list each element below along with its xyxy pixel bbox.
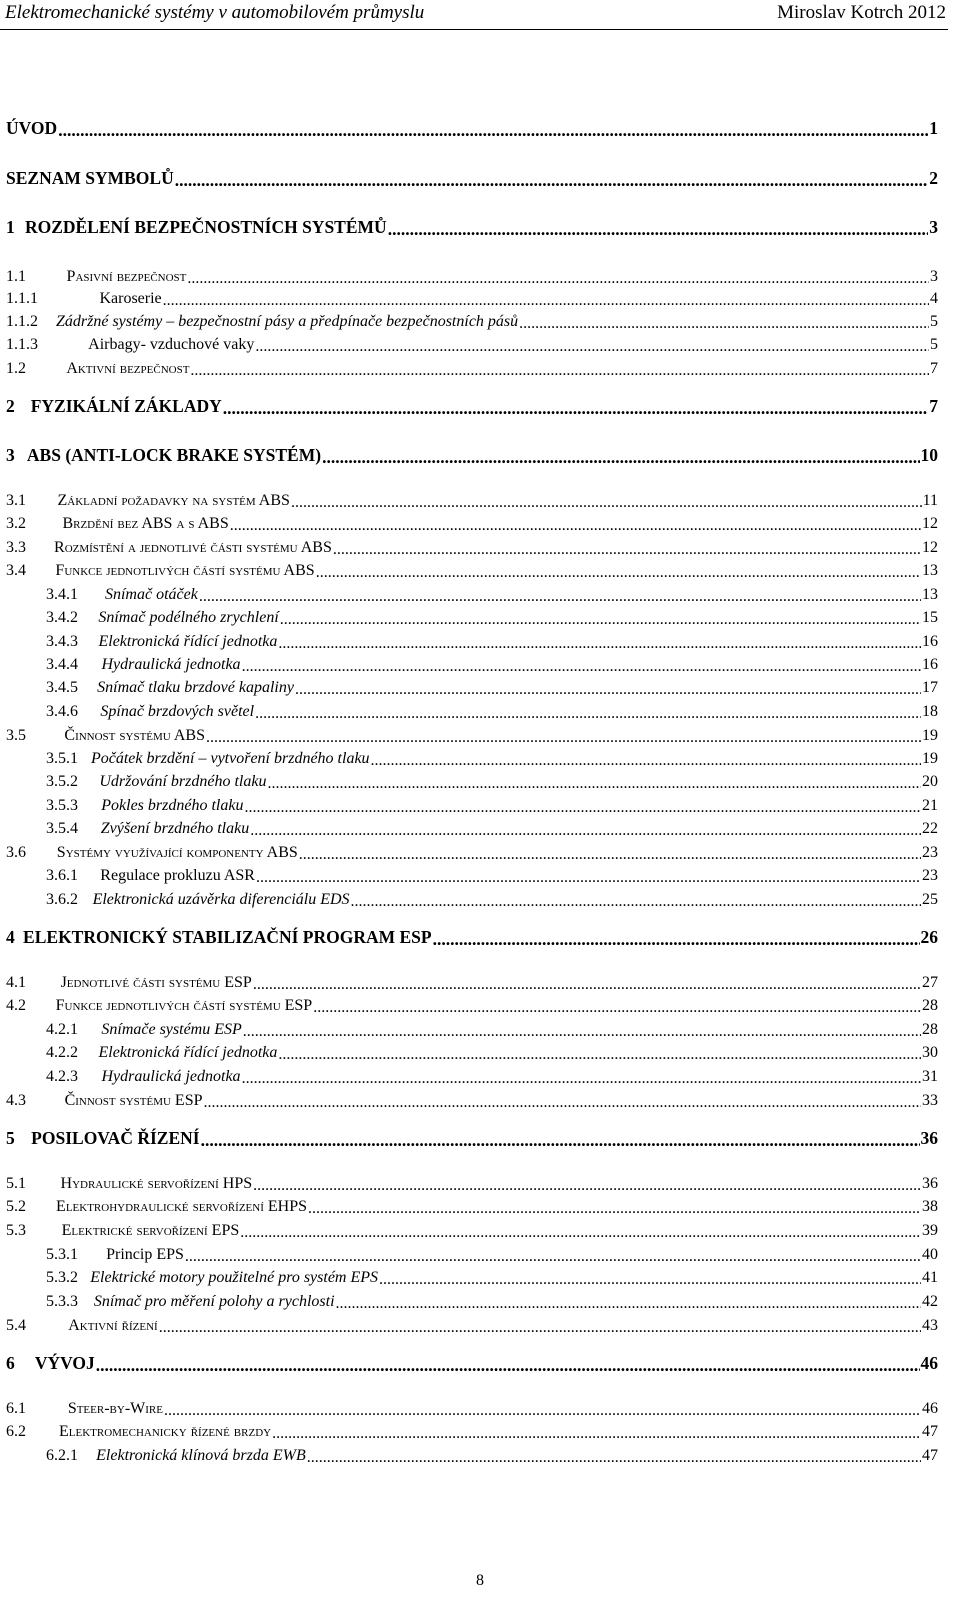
toc-entry-number: 3.6 <box>6 844 26 861</box>
toc-entry-title: Snímač tlaku brzdové kapaliny <box>97 679 294 696</box>
toc-entry-page: 28 <box>922 997 938 1014</box>
toc-entry[interactable] <box>6 1315 938 1337</box>
dot-leader <box>379 1271 921 1289</box>
toc-entry-page: 13 <box>922 562 938 579</box>
toc-entry-page: 5 <box>930 336 938 353</box>
toc-entry-page: 15 <box>922 609 938 626</box>
toc-entry-page: 39 <box>922 1222 938 1239</box>
toc-entry-title: Regulace prokluzu ASR <box>100 867 255 884</box>
toc-entry-page: 47 <box>922 1423 938 1440</box>
dot-leader <box>336 1295 921 1313</box>
dot-leader <box>371 752 921 770</box>
toc-entry-title: Počátek brzdění – vytvoření brzdného tlaku <box>90 750 370 767</box>
toc-entry-page: 3 <box>929 217 938 237</box>
toc-entry-title: Snímače systému ESP <box>101 1021 242 1038</box>
toc-entry-page: 23 <box>922 844 938 861</box>
dot-leader <box>299 846 921 864</box>
toc-entry[interactable] <box>6 1445 938 1467</box>
toc-entry-page: 42 <box>922 1293 938 1310</box>
toc-entry-page: 17 <box>922 679 938 696</box>
toc-entry-number: 4 <box>6 927 15 947</box>
dot-leader <box>96 1356 920 1374</box>
toc-entry-title: Zvýšení brzdného tlaku <box>100 820 250 837</box>
toc-entry-page: 30 <box>922 1044 938 1061</box>
dot-leader <box>58 121 928 139</box>
dot-leader <box>333 541 921 559</box>
toc-entry-page: 16 <box>922 633 938 650</box>
toc-entry-number: 3 <box>6 445 15 465</box>
toc-entry-page: 16 <box>922 656 938 673</box>
toc-entry-title: Elektronická klínová brzda EWB <box>96 1447 306 1464</box>
toc-entry[interactable] <box>6 1421 938 1443</box>
toc-entry-title: Udržování brzdného tlaku <box>99 773 267 790</box>
toc-entry-page: 25 <box>922 891 938 908</box>
toc-entry-page: 10 <box>920 445 938 465</box>
toc-entry-page: 46 <box>920 1353 938 1373</box>
toc-entry-page: 12 <box>922 515 938 532</box>
toc-entry[interactable] <box>6 926 938 948</box>
dot-leader <box>272 1425 921 1443</box>
toc-entry-number: 5.4 <box>6 1317 26 1334</box>
toc-entry[interactable] <box>6 995 938 1017</box>
dot-leader <box>190 362 929 380</box>
toc-entry-title: Steer-by-Wire <box>67 1400 163 1417</box>
toc-entry[interactable] <box>6 537 938 559</box>
toc-entry-title: Hydraulické servořízení HPS <box>60 1175 253 1192</box>
toc-entry-number: 3.2 <box>6 515 26 532</box>
dot-leader <box>280 611 921 629</box>
dot-leader <box>253 1177 921 1195</box>
toc-entry-page: 36 <box>922 1175 938 1192</box>
dot-leader <box>255 338 929 356</box>
toc-entry-number: 3.4.3 <box>46 633 78 650</box>
toc-entry[interactable] <box>6 1042 938 1064</box>
dot-leader <box>204 1094 922 1112</box>
dot-leader <box>199 588 921 606</box>
toc-entry[interactable] <box>6 334 938 356</box>
toc-entry[interactable] <box>6 725 938 747</box>
toc-entry-title: Elektromechanicky řízené brzdy <box>58 1423 272 1440</box>
toc-entry[interactable] <box>6 1090 938 1112</box>
dot-leader <box>278 1046 921 1064</box>
toc-entry[interactable] <box>6 288 938 310</box>
toc-entry-title: POSILOVAČ ŘÍZENÍ <box>31 1128 200 1148</box>
toc-entry-page: 28 <box>922 1021 938 1038</box>
toc-entry-number: 1 <box>6 217 15 237</box>
toc-entry-title: Zádržné systémy – bezpečnostní pásy a předpínače bezpečnostních pásů <box>56 313 519 330</box>
header-author-year: Miroslav Kotrch 2012 <box>777 2 946 23</box>
toc-entry-page: 23 <box>922 867 938 884</box>
toc-entry[interactable] <box>6 818 938 840</box>
toc-entry-title: Pokles brzdného tlaku <box>101 797 244 814</box>
toc-entry-number: 2 <box>6 396 15 416</box>
dot-leader <box>351 893 921 911</box>
toc-entry-title: Elektrické motory použitelné pro systém EPS <box>90 1269 379 1286</box>
toc-entry[interactable] <box>6 167 938 189</box>
dot-leader <box>295 681 921 699</box>
dot-leader <box>185 1248 921 1266</box>
toc-entry[interactable] <box>6 560 938 582</box>
running-header <box>0 2 948 30</box>
dot-leader <box>164 1402 921 1420</box>
toc-entry[interactable] <box>6 311 938 333</box>
toc-entry-page: 7 <box>929 396 938 416</box>
toc-entry[interactable] <box>6 1220 938 1242</box>
toc-entry[interactable] <box>6 1398 938 1420</box>
toc-entry-title: ROZDĚLENÍ BEZPEČNOSTNÍCH SYSTÉMŮ <box>24 217 387 237</box>
toc-entry-number: 4.2.2 <box>46 1044 78 1061</box>
toc-entry-title: FYZIKÁLNÍ ZÁKLADY <box>30 396 222 416</box>
toc-entry-number: 3.1 <box>6 492 26 509</box>
toc-entry-title: Elektronická řídící jednotka <box>98 633 278 650</box>
toc-entry[interactable] <box>6 1291 938 1313</box>
toc-entry-title: Rozmístění a jednotlivé části systému ABS <box>54 539 332 556</box>
toc-entry[interactable] <box>6 972 938 994</box>
toc-entry[interactable] <box>6 1127 938 1149</box>
toc-entry[interactable] <box>6 1352 938 1374</box>
dot-leader <box>316 564 921 582</box>
toc-entry-title: Jednotlivé části systému ESP <box>60 974 252 991</box>
toc-entry-page: 4 <box>930 290 938 307</box>
toc-entry-title: Činnost systému ABS <box>64 727 205 744</box>
toc-entry-number: 1.1.2 <box>6 313 38 330</box>
dot-leader <box>307 1449 921 1467</box>
toc-entry-number: 3.5.2 <box>46 773 78 790</box>
toc-entry[interactable] <box>6 677 938 699</box>
toc-entry-page: 22 <box>922 820 938 837</box>
toc-entry-number: 5.3.1 <box>46 1246 78 1263</box>
toc-entry-page: 5 <box>930 313 938 330</box>
toc-entry[interactable] <box>6 889 938 911</box>
toc-entry-page: 33 <box>922 1092 938 1109</box>
toc-entry-page: 3 <box>930 268 938 285</box>
toc-entry-number: 6.2.1 <box>46 1447 78 1464</box>
toc-entry-number: 5.3.2 <box>46 1269 78 1286</box>
page-number: 8 <box>476 1572 484 1589</box>
toc-entry-title: Elektrické servořízení EPS <box>61 1222 240 1239</box>
toc-entry-page: 36 <box>920 1128 938 1148</box>
toc-entry-number: 6.1 <box>6 1400 26 1417</box>
toc-entry-number: 4.3 <box>6 1092 26 1109</box>
toc-entry-number: 3.4.6 <box>46 703 78 720</box>
dot-leader <box>267 775 921 793</box>
toc-entry-title: Snímač podélného zrychlení <box>98 609 279 626</box>
toc-entry-title: Princip EPS <box>106 1246 184 1263</box>
toc-entry-title: Aktivní řízení <box>68 1317 158 1334</box>
toc-entry-title: Funkce jednotlivých částí systému ABS <box>55 562 315 579</box>
toc-entry[interactable] <box>6 1267 938 1289</box>
toc-entry-page: 18 <box>922 703 938 720</box>
toc-entry-title: Snímač pro měření polohy a rychlosti <box>93 1293 335 1310</box>
toc-entry-title: Hydraulická jednotka <box>101 1068 241 1085</box>
toc-entry[interactable] <box>6 216 938 238</box>
toc-entry-page: 13 <box>922 586 938 603</box>
dot-leader <box>253 976 921 994</box>
dot-leader <box>230 517 921 535</box>
toc-entry-number: 4.2.1 <box>46 1021 78 1038</box>
toc-entry-page: 38 <box>922 1198 938 1215</box>
toc-entry[interactable] <box>6 654 938 676</box>
header-title: Elektromechanické systémy v automobilovém průmyslu <box>5 2 425 23</box>
toc-entry-number: 1.1.1 <box>6 290 38 307</box>
toc-entry-title: ELEKTRONICKÝ STABILIZAČNÍ PROGRAM ESP <box>23 927 432 947</box>
toc-entry-page: 2 <box>929 168 938 188</box>
toc-entry[interactable] <box>6 1196 938 1218</box>
toc-entry-page: 47 <box>922 1447 938 1464</box>
toc-entry-title: Elektrohydraulické servořízení EHPS <box>56 1198 307 1215</box>
toc-entry-title: ÚVOD <box>6 118 58 138</box>
dot-leader <box>519 315 929 333</box>
dot-leader <box>244 799 921 817</box>
dot-leader <box>243 1023 921 1041</box>
toc-entry-title: SEZNAM SYMBOLŮ <box>6 168 174 188</box>
dot-leader <box>308 1200 921 1218</box>
toc-entry-number: 3.4.4 <box>46 656 78 673</box>
toc-entry-number: 5.1 <box>6 1175 26 1192</box>
dot-leader <box>256 869 921 887</box>
toc-entry-title: Systémy využívající komponenty ABS <box>56 844 298 861</box>
toc-entry[interactable] <box>6 490 938 512</box>
toc-entry-number: 4.2.3 <box>46 1068 78 1085</box>
dot-leader <box>187 270 929 288</box>
toc-entry-page: 7 <box>930 360 938 377</box>
dot-leader <box>322 448 919 466</box>
toc-entry-page: 19 <box>922 750 938 767</box>
toc-entry-page: 12 <box>922 539 938 556</box>
toc-entry-page: 41 <box>922 1269 938 1286</box>
toc-entry-page: 43 <box>922 1317 938 1334</box>
toc-entry-title: Brzdění bez ABS a s ABS <box>62 515 229 532</box>
dot-leader <box>278 635 921 653</box>
toc-entry-title: Snímač otáček <box>104 586 198 603</box>
toc-entry-title: VÝVOJ <box>34 1353 95 1373</box>
toc-entry-number: 4.2 <box>6 997 26 1014</box>
toc-entry-title: Spínač brzdových světel <box>100 703 255 720</box>
toc-entry-page: 21 <box>922 797 938 814</box>
toc-entry-page: 11 <box>922 492 938 509</box>
toc-entry-title: Airbagy- vzduchové vaky <box>88 336 255 353</box>
toc-entry[interactable] <box>6 513 938 535</box>
toc-entry-number: 3.3 <box>6 539 26 556</box>
toc-entry-number: 3.5.3 <box>46 797 78 814</box>
toc-entry[interactable] <box>6 865 938 887</box>
toc-entry-title: Pasivní bezpečnost <box>66 268 187 285</box>
dot-leader <box>175 171 929 189</box>
toc-entry[interactable] <box>6 1066 938 1088</box>
toc-entry-title: Elektronická uzávěrka diferenciálu EDS <box>92 891 350 908</box>
toc-entry-number: 3.6.1 <box>46 867 78 884</box>
dot-leader <box>201 1131 920 1149</box>
dot-leader <box>206 729 921 747</box>
toc-entry-number: 3.4.2 <box>46 609 78 626</box>
dot-leader <box>250 822 921 840</box>
toc-entry-page: 20 <box>922 773 938 790</box>
toc-entry-page: 46 <box>922 1400 938 1417</box>
toc-entry-number: 3.5.4 <box>46 820 78 837</box>
dot-leader <box>313 999 921 1017</box>
dot-leader <box>242 658 921 676</box>
toc-entry[interactable] <box>6 1019 938 1041</box>
toc-entry[interactable] <box>6 701 938 723</box>
toc-entry-number: 3.4.1 <box>46 586 78 603</box>
toc-entry-number: 3.4.5 <box>46 679 78 696</box>
toc-entry-number: 3.5 <box>6 727 26 744</box>
toc-entry-page: 40 <box>922 1246 938 1263</box>
toc-entry[interactable] <box>6 607 938 629</box>
toc-entry-page: 27 <box>922 974 938 991</box>
toc-entry-number: 1.1 <box>6 268 26 285</box>
dot-leader <box>159 1319 921 1337</box>
toc-entry[interactable] <box>6 842 938 864</box>
toc-entry[interactable] <box>6 584 938 606</box>
toc-entry-title: Hydraulická jednotka <box>101 656 241 673</box>
dot-leader <box>163 292 929 310</box>
toc-entry-number: 1.2 <box>6 360 26 377</box>
toc-entry[interactable] <box>6 395 938 417</box>
toc-entry[interactable] <box>6 748 938 770</box>
toc-entry-number: 5.2 <box>6 1198 26 1215</box>
toc-entry-page: 26 <box>920 927 938 947</box>
toc-entry-number: 3.4 <box>6 562 26 579</box>
dot-leader <box>223 399 928 417</box>
toc-entry[interactable] <box>6 444 938 466</box>
toc-entry-number: 5 <box>6 1128 15 1148</box>
toc-entry[interactable] <box>6 117 938 139</box>
dot-leader <box>433 930 920 948</box>
dot-leader <box>291 494 922 512</box>
toc-entry-title: Elektronická řídící jednotka <box>98 1044 278 1061</box>
toc-entry-number: 6.2 <box>6 1423 26 1440</box>
toc-entry-number: 1.1.3 <box>6 336 38 353</box>
toc-entry-title: Aktivní bezpečnost <box>66 360 190 377</box>
dot-leader <box>240 1224 921 1242</box>
toc-entry[interactable] <box>6 1244 938 1266</box>
toc-entry[interactable] <box>6 358 938 380</box>
toc-entry-title: Činnost systému ESP <box>64 1092 203 1109</box>
toc-entry-title: Funkce jednotlivých částí systému ESP <box>55 997 313 1014</box>
toc-entry-number: 3.5.1 <box>46 750 78 767</box>
toc-entry[interactable] <box>6 631 938 653</box>
toc-entry-title: Základní požadavky na systém ABS <box>57 492 290 509</box>
toc-entry[interactable] <box>6 1173 938 1195</box>
dot-leader <box>242 1070 921 1088</box>
dot-leader <box>255 705 921 723</box>
toc-entry-number: 6 <box>6 1353 15 1373</box>
toc-entry-number: 4.1 <box>6 974 26 991</box>
toc-entry[interactable] <box>6 266 938 288</box>
dot-leader <box>388 220 929 238</box>
toc-entry[interactable] <box>6 771 938 793</box>
toc-entry-page: 31 <box>922 1068 938 1085</box>
toc-entry-title: ABS (ANTI-LOCK BRAKE SYSTÉM) <box>26 445 322 465</box>
toc-entry-page: 19 <box>922 727 938 744</box>
toc-entry[interactable] <box>6 795 938 817</box>
toc-entry-number: 3.6.2 <box>46 891 78 908</box>
toc-entry-page: 1 <box>929 118 938 138</box>
toc-entry-title: Karoserie <box>99 290 162 307</box>
toc-entry-number: 5.3 <box>6 1222 26 1239</box>
toc-entry-number: 5.3.3 <box>46 1293 78 1310</box>
